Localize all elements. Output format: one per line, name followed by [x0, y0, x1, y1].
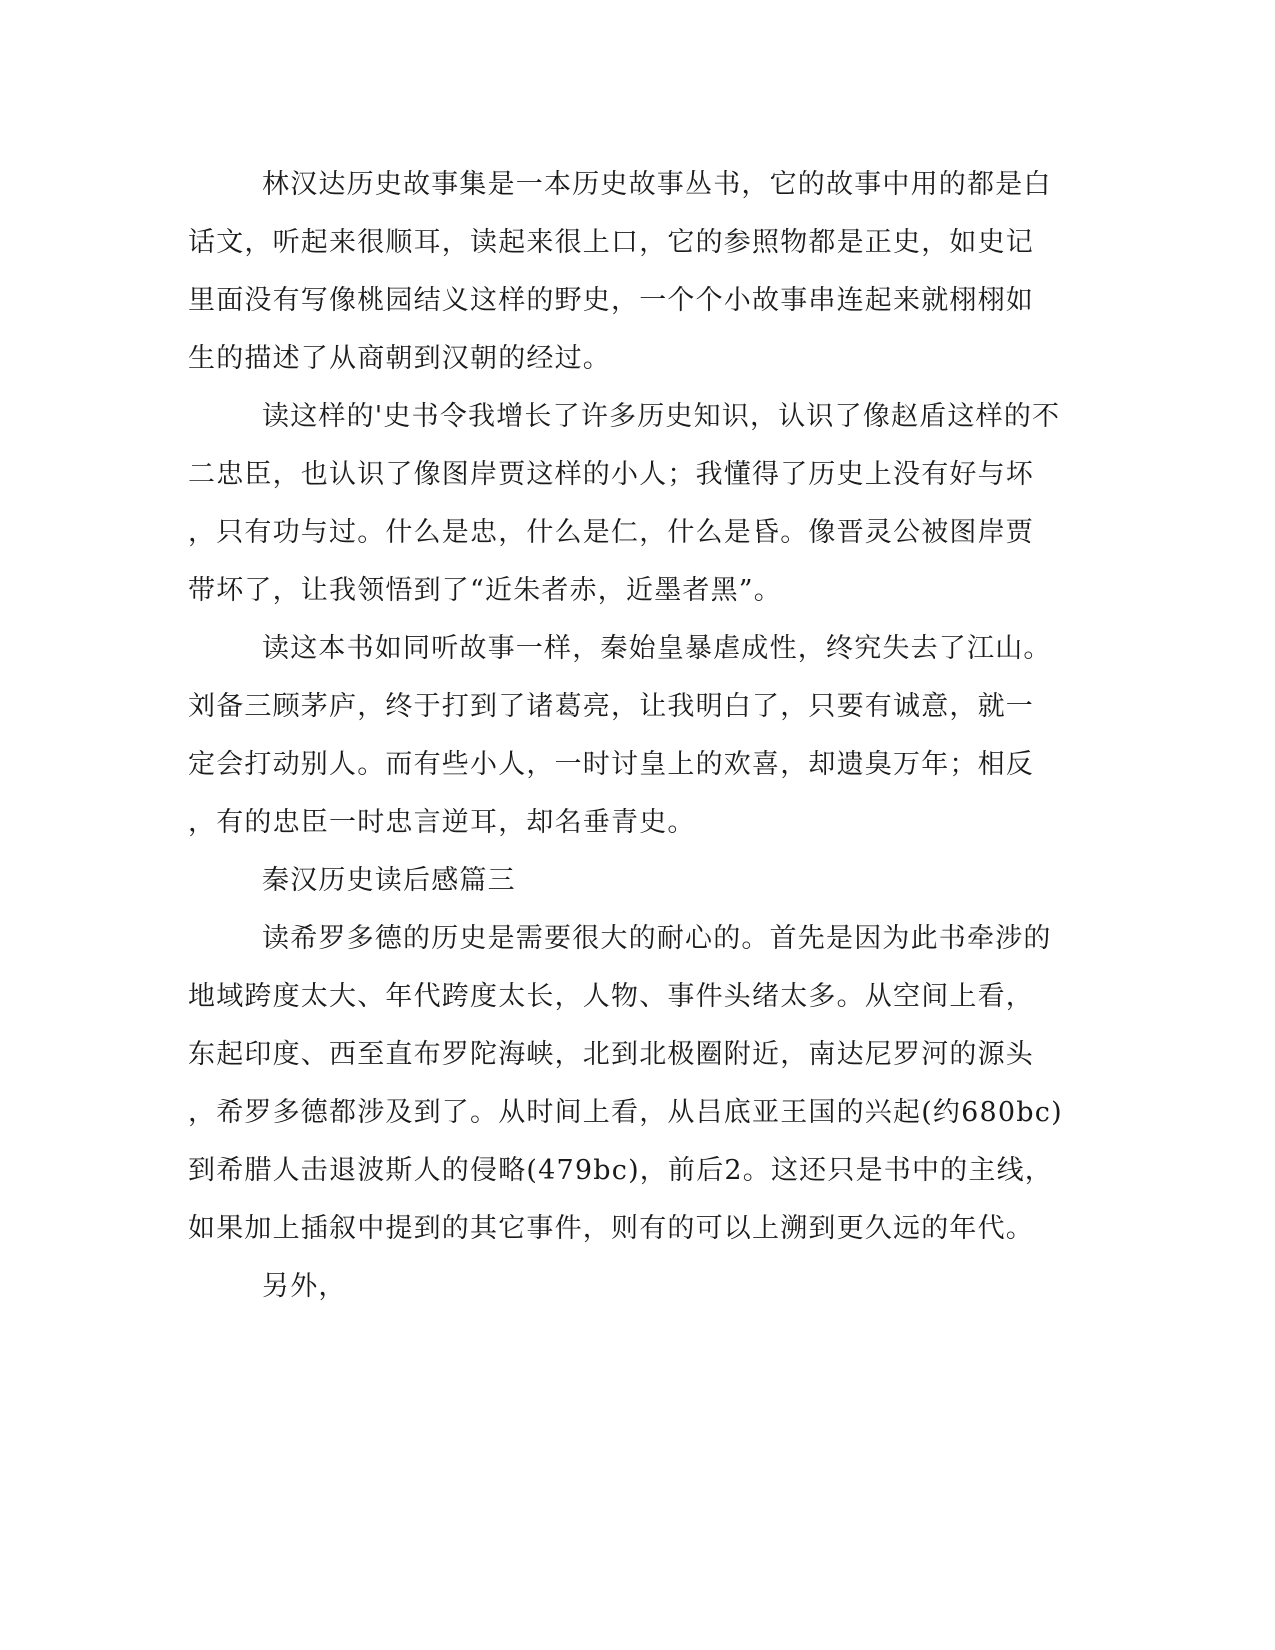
text-line: 东起印度、西至直布罗陀海峡，北到北极圈附近，南达尼罗河的源头	[188, 1039, 1034, 1070]
text-line: 如果加上插叙中提到的其它事件，则有的可以上溯到更久远的年代。	[188, 1213, 1034, 1244]
text-line: 另外，	[262, 1271, 347, 1302]
text-line: 读希罗多德的历史是需要很大的耐心的。首先是因为此书牵涉的	[262, 923, 1052, 954]
text-line: 话文，听起来很顺耳，读起来很上口，它的参照物都是正史，如史记	[188, 227, 1034, 258]
text-line: 里面没有写像桃园结义这样的野史，一个个小故事串连起来就栩栩如	[188, 285, 1034, 316]
section-heading: 秦汉历史读后感篇三	[262, 865, 516, 896]
text-line: 林汉达历史故事集是一本历史故事丛书，它的故事中用的都是白	[262, 169, 1052, 200]
text-line: 二忠臣，也认识了像图岸贾这样的小人；我懂得了历史上没有好与坏	[188, 459, 1034, 490]
text-line: ，只有功与过。什么是忠，什么是仁，什么是昏。像晋灵公被图岸贾	[188, 517, 1034, 548]
text-line: 定会打动别人。而有些小人，一时讨皇上的欢喜，却遗臭万年；相反	[188, 749, 1034, 780]
text-line: 生的描述了从商朝到汉朝的经过。	[188, 343, 611, 374]
text-line: 带坏了，让我领悟到了“近朱者赤，近墨者黑”。	[188, 575, 783, 606]
text-line: 刘备三顾茅庐，终于打到了诸葛亮，让我明白了，只要有诚意，就一	[188, 691, 1034, 722]
text-line: 读这本书如同听故事一样，秦始皇暴虐成性，终究失去了江山。	[262, 633, 1052, 664]
text-line: 地域跨度太大、年代跨度太长，人物、事件头绪太多。从空间上看，	[188, 981, 1034, 1012]
text-line: 到希腊人击退波斯人的侵略(479bc)，前后2。这还只是书中的主线，	[188, 1155, 1053, 1186]
text-line: 读这样的'史书令我增长了许多历史知识，认识了像赵盾这样的不	[262, 401, 1061, 432]
text-line: ，希罗多德都涉及到了。从时间上看，从吕底亚王国的兴起(约680bc)	[188, 1097, 1063, 1128]
text-line: ，有的忠臣一时忠言逆耳，却名垂青史。	[188, 807, 696, 838]
